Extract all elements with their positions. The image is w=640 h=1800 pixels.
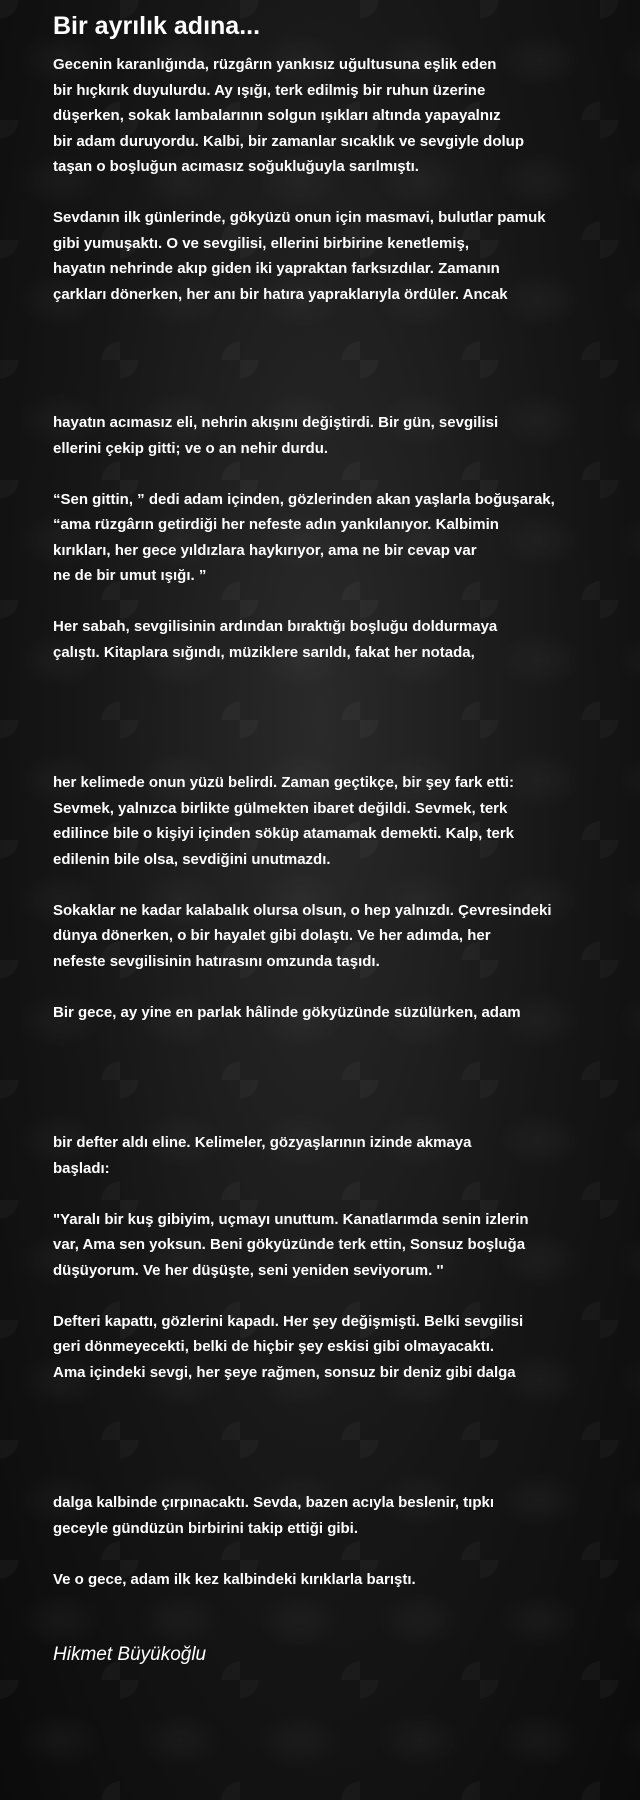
poem-line: nefeste sevgilisinin hatırasını omzunda taşıdı. [53, 952, 380, 970]
poem-line: Ve o gece, adam ilk kez kalbindeki kırıklarla barıştı. [53, 1570, 416, 1588]
poem-line: Gecenin karanlığında, rüzgârın yankısız uğultusuna eşlik eden [53, 56, 497, 73]
poem-line: Sokaklar ne kadar kalabalık olursa olsun, o hep yalnızdı. Çevresindeki [53, 901, 552, 919]
poem-paragraph [53, 410, 613, 461]
poem-paragraph [53, 1207, 613, 1284]
poem-line: Sevdanın ilk günlerinde, gökyüzü onun için masmavi, bulutlar pamuk [53, 209, 546, 226]
stanza-block-2 [53, 410, 613, 691]
poem-paragraph [53, 487, 613, 589]
poem-line: başladı: [53, 1159, 110, 1177]
poem-line: var, Ama sen yoksun. Beni gökyüzünde terk ettin, Sonsuz boşluğa [53, 1236, 526, 1253]
poem-line: bir hıçkırık duyulurdu. Ay ışığı, terk edilmiş bir ruhun üzerine [53, 81, 486, 99]
poem-line: çarkları dönerken, her anı bir hatıra yapraklarıyla ördüler. Ancak [53, 285, 508, 303]
poem-paragraph [53, 1490, 613, 1541]
poem-paragraph [53, 52, 613, 180]
poem-line: dalga kalbinde çırpınacaktı. Sevda, bazen acıyla beslenir, tıpkı [53, 1494, 495, 1511]
poem-line: hayatın nehrinde akıp giden iki yapraktan farksızdılar. Zamanın [53, 260, 500, 277]
poem-line: ne de bir umut ışığı. ” [53, 567, 207, 584]
poem-line: kırıkları, her gece yıldızlara haykırıyor, ama ne bir cevap var [53, 541, 477, 559]
poem-line: taşan o boşluğun acımasız soğukluğuyla sarılmıştı. [53, 158, 419, 175]
poem-line: düşerken, sokak lambalarının solgun ışıkları altında yapayalnız [53, 107, 501, 124]
poem-line: dünya dönerken, o bir hayalet gibi dolaştı. Ve her adımda, her [53, 927, 491, 944]
poem-line: çalıştı. Kitaplara sığındı, müziklere sarıldı, fakat her notada, [53, 643, 475, 661]
poem-paragraph [53, 1000, 613, 1026]
poem-line: Defteri kapattı, gözlerini kapadı. Her şey değişmişti. Belki sevgilisi [53, 1312, 524, 1330]
poem-paragraph [53, 205, 613, 307]
poem-paragraph [53, 898, 613, 975]
poem-line: edilince bile o kişiyi içinden söküp atamamak demekti. Kalp, terk [53, 825, 515, 842]
poem-paragraph [53, 1567, 613, 1593]
poem-line: her kelimede onun yüzü belirdi. Zaman geçtikçe, bir şey fark etti: [53, 774, 514, 791]
poem-paragraph [53, 1309, 613, 1386]
poem-line: “Sen gittin, ” dedi adam içinden, gözlerinden akan yaşlarla boğuşarak, [53, 490, 555, 508]
poem-line: geri dönmeyecekti, belki de hiçbir şey eskisi gibi olmayacaktı. [53, 1338, 495, 1355]
poem-paragraph [53, 770, 613, 872]
poem-line: Her sabah, sevgilisinin ardından bıraktığı boşluğu doldurmaya [53, 618, 498, 635]
poem-line: bir defter aldı eline. Kelimeler, gözyaşlarının izinde akmaya [53, 1134, 472, 1151]
poem-line: Bir gece, ay yine en parlak hâlinde gökyüzünde süzülürken, adam [53, 1003, 521, 1021]
poem-line: geceyle gündüzün birbirini takip ettiği gibi. [53, 1519, 359, 1537]
stanza-block-1 [53, 52, 613, 333]
stanza-block-5 [53, 1490, 613, 1618]
poem-title: Bir ayrılık adına... [53, 12, 261, 40]
poem-line: gibi yumuşaktı. O ve sevgilisi, ellerini birbirine kenetlemiş, [53, 234, 469, 252]
poem-line: edilenin bile olsa, sevdiğini unutmazdı. [53, 850, 331, 868]
poem-line: “ama rüzgârın getirdiği her nefeste adın yankılanıyor. Kalbimin [53, 516, 499, 533]
poem-line: bir adam duruyordu. Kalbi, bir zamanlar sıcaklık ve sevgiyle dolup [53, 132, 524, 150]
poem-line: hayatın acımasız eli, nehrin akışını değiştirdi. Bir gün, sevgilisi [53, 414, 499, 431]
poem-line: ellerini çekip gitti; ve o an nehir durdu. [53, 439, 329, 457]
poem-line: Ama içindeki sevgi, her şeye rağmen, sonsuz bir deniz gibi dalga [53, 1363, 516, 1381]
stanza-block-4 [53, 1130, 613, 1411]
poem-paragraph [53, 1130, 613, 1181]
poem-author: Hikmet Büyükoğlu [53, 1644, 207, 1665]
poem-paragraph [53, 614, 613, 665]
stanza-block-3 [53, 770, 613, 1051]
poem-line: "Yaralı bir kuş gibiyim, uçmayı unuttum. Kanatlarımda senin izlerin [53, 1210, 529, 1228]
poem-line: düşüyorum. Ve her düşüşte, seni yeniden seviyorum. '' [53, 1261, 444, 1279]
poem-line: Sevmek, yalnızca birlikte gülmekten ibaret değildi. Sevmek, terk [53, 799, 508, 817]
